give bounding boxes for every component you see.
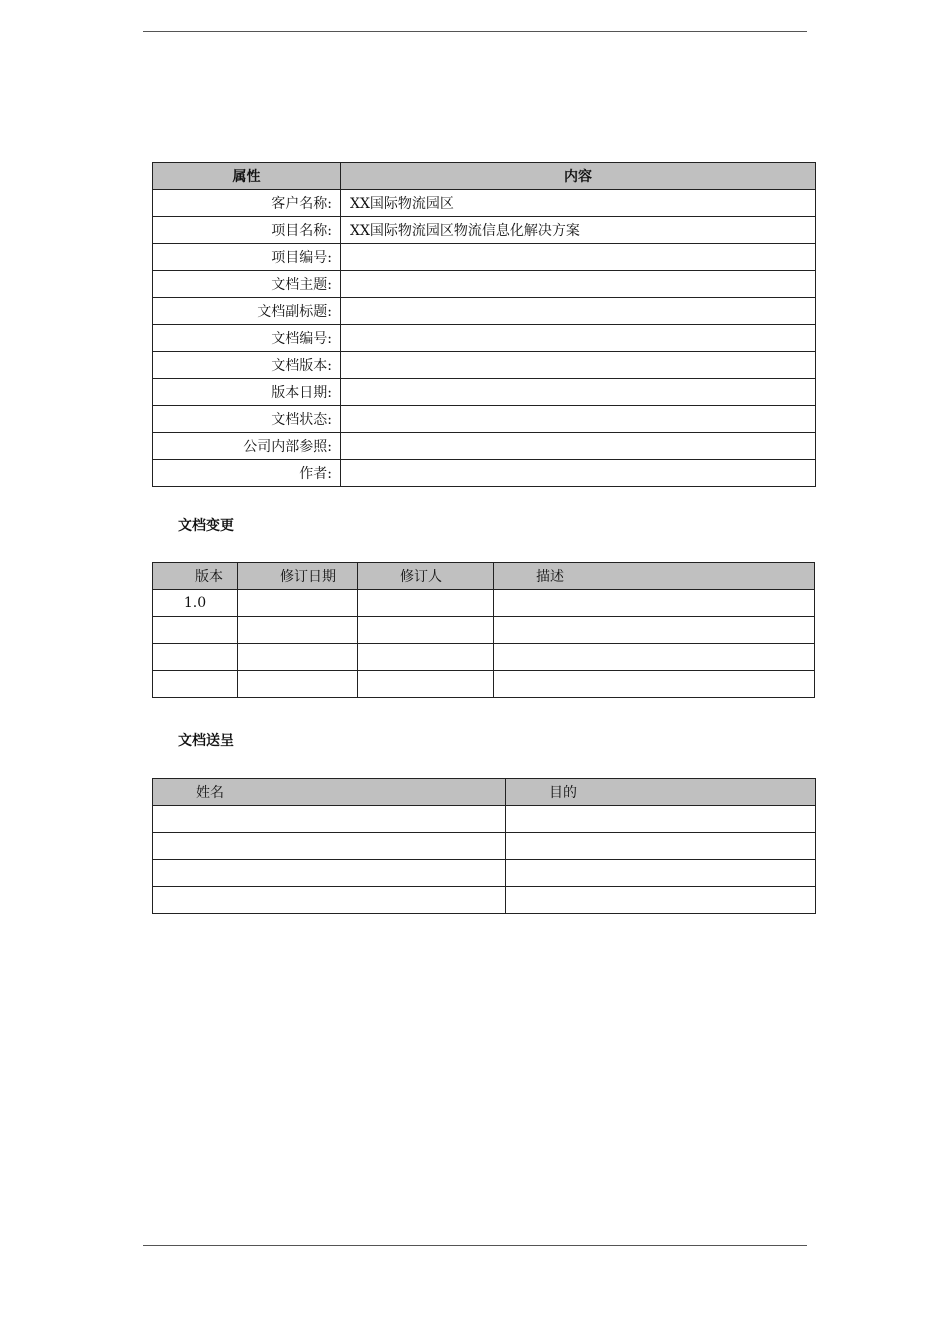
- reviser-cell[interactable]: [358, 617, 494, 644]
- reviser-cell[interactable]: [358, 644, 494, 671]
- property-label: 版本日期:: [153, 379, 341, 406]
- table-header-row: [153, 163, 816, 190]
- property-label: 作者:: [153, 460, 341, 487]
- table-header-row: [153, 779, 816, 806]
- column-header-name: 姓名: [153, 779, 506, 806]
- table-row: [153, 190, 816, 217]
- description-cell[interactable]: [494, 590, 815, 617]
- table-row: [153, 325, 816, 352]
- column-header-description: 描述: [494, 563, 815, 590]
- table-row: [153, 590, 815, 617]
- property-label: 文档主题:: [153, 271, 341, 298]
- column-header-purpose: 目的: [506, 779, 816, 806]
- property-label: 文档副标题:: [153, 298, 341, 325]
- property-label: 文档编号:: [153, 325, 341, 352]
- name-cell[interactable]: [153, 887, 506, 914]
- description-cell[interactable]: [494, 644, 815, 671]
- document-properties-table: [152, 162, 816, 487]
- table-header-row: [153, 563, 815, 590]
- property-value[interactable]: [341, 433, 816, 460]
- distribution-heading: 文档送呈: [178, 733, 234, 749]
- property-label: 公司内部参照:: [153, 433, 341, 460]
- description-cell[interactable]: [494, 671, 815, 698]
- purpose-cell[interactable]: [506, 833, 816, 860]
- revision-date-cell[interactable]: [238, 590, 358, 617]
- distribution-table: [152, 778, 816, 914]
- revision-date-cell[interactable]: [238, 671, 358, 698]
- table-row: [153, 379, 816, 406]
- property-label: 文档版本:: [153, 352, 341, 379]
- revision-date-cell[interactable]: [238, 644, 358, 671]
- table-row: [153, 217, 816, 244]
- table-row: [153, 617, 815, 644]
- table-row: [153, 887, 816, 914]
- table-row: [153, 806, 816, 833]
- property-value[interactable]: [341, 406, 816, 433]
- change-history-table: [152, 562, 815, 698]
- property-label: 项目编号:: [153, 244, 341, 271]
- version-cell[interactable]: [153, 671, 238, 698]
- reviser-cell[interactable]: [358, 590, 494, 617]
- property-label: 文档状态:: [153, 406, 341, 433]
- purpose-cell[interactable]: [506, 860, 816, 887]
- purpose-cell[interactable]: [506, 806, 816, 833]
- property-label: 客户名称:: [153, 190, 341, 217]
- property-value[interactable]: [341, 352, 816, 379]
- version-cell[interactable]: [153, 644, 238, 671]
- description-cell[interactable]: [494, 617, 815, 644]
- property-value[interactable]: [341, 271, 816, 298]
- table-row: [153, 352, 816, 379]
- column-header-attribute: 属性: [153, 163, 341, 190]
- footer-rule: [143, 1245, 807, 1246]
- property-value[interactable]: XX国际物流园区: [341, 190, 816, 217]
- table-row: [153, 433, 816, 460]
- purpose-cell[interactable]: [506, 887, 816, 914]
- column-header-version: 版本: [153, 563, 238, 590]
- header-rule: [143, 31, 807, 32]
- property-value[interactable]: [341, 379, 816, 406]
- change-history-heading: 文档变更: [178, 518, 234, 534]
- revision-date-cell[interactable]: [238, 617, 358, 644]
- table-row: [153, 833, 816, 860]
- table-row: [153, 460, 816, 487]
- property-value[interactable]: [341, 325, 816, 352]
- property-value[interactable]: [341, 298, 816, 325]
- property-value[interactable]: [341, 244, 816, 271]
- property-value[interactable]: [341, 460, 816, 487]
- name-cell[interactable]: [153, 860, 506, 887]
- table-row: [153, 406, 816, 433]
- table-row: [153, 644, 815, 671]
- table-row: [153, 271, 816, 298]
- table-row: [153, 671, 815, 698]
- reviser-cell[interactable]: [358, 671, 494, 698]
- property-label: 项目名称:: [153, 217, 341, 244]
- version-cell[interactable]: 1.0: [153, 590, 238, 617]
- column-header-content: 内容: [341, 163, 816, 190]
- name-cell[interactable]: [153, 806, 506, 833]
- table-row: [153, 244, 816, 271]
- version-cell[interactable]: [153, 617, 238, 644]
- column-header-reviser: 修订人: [358, 563, 494, 590]
- property-value[interactable]: XX国际物流园区物流信息化解决方案: [341, 217, 816, 244]
- table-row: [153, 860, 816, 887]
- name-cell[interactable]: [153, 833, 506, 860]
- table-row: [153, 298, 816, 325]
- column-header-revision-date: 修订日期: [238, 563, 358, 590]
